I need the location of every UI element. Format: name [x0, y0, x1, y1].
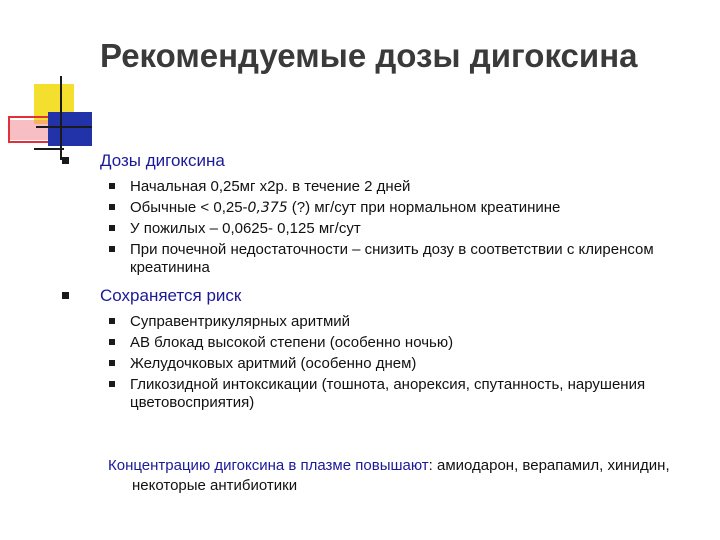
list-item-text: У пожилых – 0,0625- 0,125 мг/сут: [130, 220, 361, 237]
list-item-text-italic: 0,375: [247, 200, 288, 216]
section-heading-label: Дозы дигоксина: [100, 151, 225, 170]
slide-title: Рекомендуемые дозы дигоксина: [100, 37, 638, 74]
list-item-text: Желудочковых аритмий (особенно днем): [130, 355, 417, 372]
bullet-icon: [62, 292, 69, 299]
risk-list: [62, 313, 682, 412]
list-item: [62, 241, 682, 277]
bullet-icon: [109, 339, 115, 345]
list-item: [62, 376, 682, 412]
list-item: [62, 220, 682, 238]
list-item: [62, 313, 682, 331]
list-item-text: АВ блокад высокой степени (особенно ночью): [130, 334, 454, 351]
note-rest: : амиодарон, верапамил, хинидин, некоторые антибиотики: [132, 457, 670, 494]
list-item-text-suffix: (?) мг/сут при нормальном креатинине: [287, 199, 561, 216]
bullet-icon: [62, 157, 69, 164]
bullet-icon: [109, 381, 115, 387]
doses-list: [62, 178, 682, 277]
deco-horizontal-line: [36, 126, 92, 128]
list-item: [62, 199, 682, 217]
list-item-text: Гликозидной интоксикации (тошнота, анорексия, спутанность, нарушения цветовосприятия): [130, 376, 646, 411]
note-highlight: Концентрацию дигоксина в плазме повышают: [108, 457, 429, 474]
section-heading-doses: [62, 150, 682, 172]
list-item: [62, 178, 682, 196]
slide-content: [62, 150, 682, 420]
deco-blue-square: [48, 112, 92, 146]
deco-horizontal-line-2: [34, 148, 64, 150]
section-heading-risk: [62, 285, 682, 307]
list-item-text: Начальная 0,25мг х2р. в течение 2 дней: [130, 178, 411, 195]
concentration-note: [108, 456, 692, 496]
bullet-icon: [109, 318, 115, 324]
list-item-text-prefix: Обычные < 0,25-: [130, 199, 248, 216]
bullet-icon: [109, 225, 115, 231]
bullet-icon: [109, 183, 115, 189]
section-heading-label: Сохраняется риск: [100, 286, 242, 305]
bullet-icon: [109, 204, 115, 210]
list-item-text: При почечной недостаточности – снизить дозу в соответствии с клиренсом креатинина: [130, 241, 654, 276]
list-item-text: Суправентрикулярных аритмий: [130, 313, 351, 330]
bullet-icon: [109, 360, 115, 366]
bullet-icon: [109, 246, 115, 252]
list-item: [62, 334, 682, 352]
list-item: [62, 355, 682, 373]
